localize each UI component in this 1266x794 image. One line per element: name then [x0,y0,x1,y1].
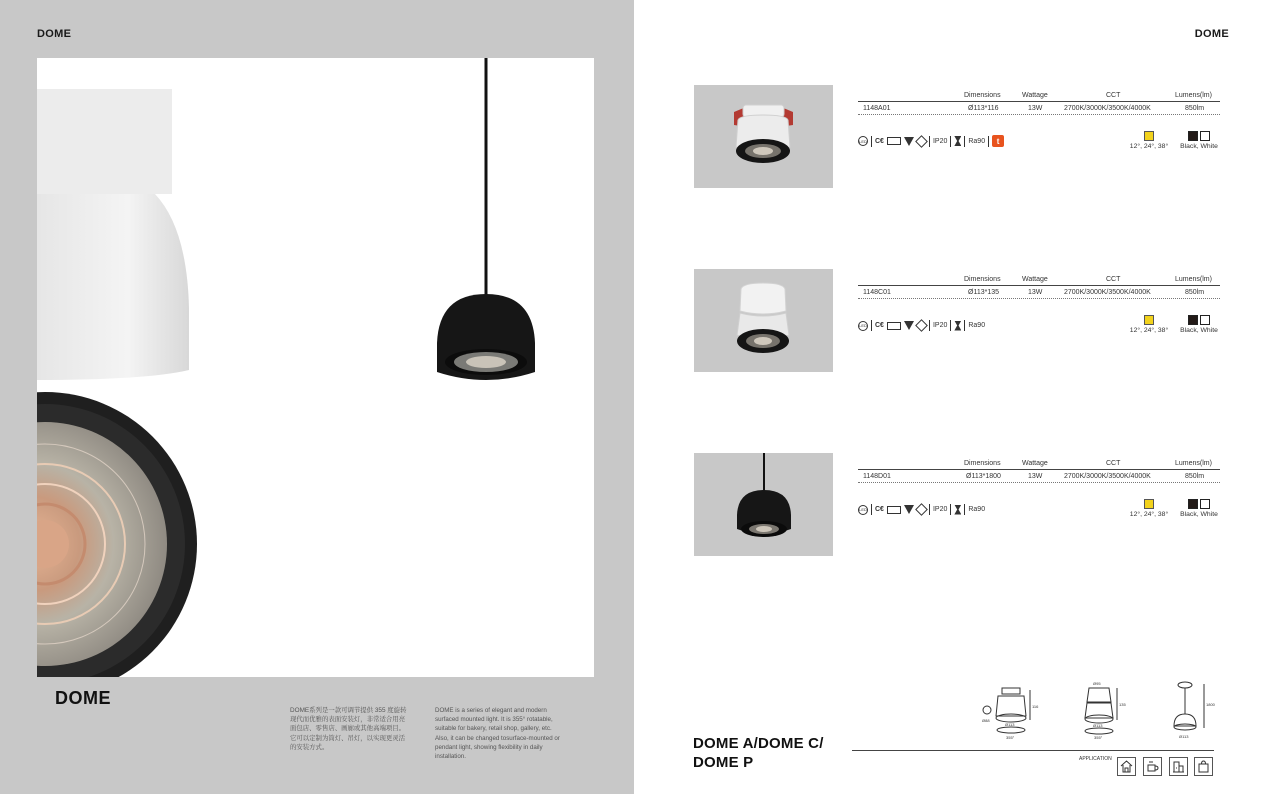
beam-option-1148A01 [1129,131,1169,150]
application-label: APPLICATION [1079,756,1112,762]
color-names: Black, White [1180,143,1218,150]
series-title [693,734,824,772]
spec-data-row [858,286,1220,299]
color-option-1148D01 [1178,499,1220,518]
header-dimensions: Dimensions [964,92,1001,99]
class-ii-icon [887,322,901,330]
class-ii-icon [887,137,901,145]
spec-header-row [858,89,1220,102]
dimmable-icon [915,319,928,332]
divider [929,136,930,147]
intro-description-cn [290,706,430,752]
dimmable-icon [915,135,928,148]
ra-rating: Ra90 [968,322,986,329]
product-cct: 2700K/3000K/3500K/4000K [1064,289,1151,296]
white-swatch [1200,131,1210,141]
color-option-1148A01 [1178,131,1220,150]
cafe-icon [1143,757,1162,776]
ip-rating: IP20 [932,506,948,513]
footer-divider [852,750,1214,751]
black-swatch [1188,315,1198,325]
desc-cn-line: 的安装方式。 [290,743,329,751]
divider [929,504,930,515]
dome-p-drawing [1174,682,1204,730]
ra-rating: Ra90 [968,506,986,513]
spec-table-1148D01 [858,457,1220,483]
divider [871,504,872,515]
hazard-triangle-icon [904,505,914,514]
product-dimensions: Ø113*1800 [966,473,1001,480]
black-swatch [1188,131,1198,141]
spec-table-1148A01 [858,89,1220,115]
product-cct: 2700K/3000K/3500K/4000K [1064,105,1151,112]
class-ii-icon [887,506,901,514]
drawing-label: Ø113 [1005,722,1015,727]
header-dimensions: Dimensions [964,460,1001,467]
divider [964,504,965,515]
led-icon: LED [858,136,868,146]
desc-en-line: installation. [435,753,466,761]
color-names: Black, White [1180,511,1218,518]
bakery-icon [1169,757,1188,776]
spec-header-row [858,273,1220,286]
product-thumbnail-1148D01 [694,453,833,556]
series-title-line: DOME A/DOME C/ [693,735,824,752]
left-header: DOME [37,28,72,40]
divider [950,320,951,331]
drawing-label: 116 [1032,704,1039,709]
led-icon: LED [858,321,868,331]
divider [950,136,951,147]
spec-table-1148C01 [858,273,1220,299]
ra-rating: Ra90 [968,137,986,145]
drawing-label: 135 [1119,702,1126,707]
product-lumens: 850lm [1185,473,1205,480]
drawing-label: 355° [1094,735,1103,740]
drawing-label: Ø113 [1093,723,1103,728]
dome-a-image [694,85,833,188]
drawing-label: 355° [1006,735,1015,740]
ce-icon: C€ [875,506,884,513]
product-thumbnail-1148A01 [694,85,833,188]
cert-icons-1148C01 [858,320,985,331]
spec-data-row [858,470,1220,483]
header-wattage: Wattage [1022,276,1048,283]
product-dimensions: Ø113*116 [968,105,999,112]
product-wattage: 13W [1028,473,1043,480]
product-code: 1148D01 [863,473,891,480]
product-thumbnail-1148C01 [694,269,833,372]
product-wattage: 13W [1028,105,1043,112]
white-swatch [1200,315,1210,325]
beam-angle-icon [1144,315,1154,325]
dome-p-image [694,453,833,556]
drawing-label: Ø95 [1093,681,1101,686]
divider [950,504,951,515]
shop-bag-icon [1194,757,1213,776]
header-dimensions: Dimensions [964,276,1001,283]
desc-en-line: surfaced mounted light. It is 355° rotatable, [435,716,553,724]
product-dimensions: Ø113*135 [968,289,1000,296]
desc-cn-line: 它可以定制为筒灯、吊灯，以实现更灵活 [290,734,406,742]
beam-angles: 12°, 24°, 38° [1129,511,1169,518]
product-cct: 2700K/3000K/3500K/4000K [1064,473,1151,480]
white-swatch [1200,499,1210,509]
beam-angle-icon [1144,499,1154,509]
right-header: DOME [1194,28,1229,40]
hazard-triangle-icon [904,321,914,330]
color-option-1148C01 [1178,315,1220,334]
desc-cn-line: 面包店、零售店、画廊或其他高端项目。 [290,725,406,733]
hazard-triangle-icon [904,137,914,146]
hero-image [37,58,594,677]
drawing-label: 1800 [1206,702,1215,707]
product-wattage: 13W [1028,289,1043,296]
product-lumens: 850lm [1185,105,1205,112]
beam-option-1148D01 [1129,499,1169,518]
spec-header-row [858,457,1220,470]
series-title-line: DOME P [693,754,754,771]
header-wattage: Wattage [1022,92,1048,99]
divider [964,320,965,331]
right-page [634,0,1266,794]
beam-angle-icon [1144,131,1154,141]
color-names: Black, White [1180,327,1218,334]
divider [871,320,872,331]
lifespan-hourglass-icon [954,321,961,331]
ce-icon: C€ [875,322,884,329]
header-cct: CCT [1106,92,1121,99]
intro-description-en [435,706,585,761]
black-swatch [1188,499,1198,509]
desc-en-line: DOME is a series of elegant and modern [435,707,547,714]
header-lumens: Lumens(lm) [1175,276,1212,283]
lifespan-hourglass-icon [954,136,961,146]
product-lumens: 850lm [1185,289,1205,296]
divider [988,136,989,147]
beam-angles: 12°, 24°, 38° [1129,327,1169,334]
cert-icons-1148A01 [858,135,1004,147]
lifespan-hourglass-icon [954,505,961,515]
ip-rating: IP20 [932,137,948,145]
desc-en-line: suitable for bakery, retail shop, gallery, etc. [435,725,552,733]
hero-lamp-illustration [37,58,594,677]
product-code: 1148C01 [863,289,891,296]
divider [929,320,930,331]
cert-icons-1148D01 [858,504,985,515]
header-cct: CCT [1106,460,1121,467]
dome-c-image [694,269,833,372]
beam-option-1148C01 [1129,315,1169,334]
desc-cn-line: 现代而优雅的表面安装灯，非常适合用亮 [290,716,406,724]
home-icon [1117,757,1136,776]
drawing-label: Ø88 [982,718,990,723]
led-icon: LED [858,505,868,515]
ce-icon: C€ [875,137,884,145]
header-wattage: Wattage [1022,460,1048,467]
tuya-smart-icon: t [992,135,1004,147]
intro-title: DOME [55,688,111,708]
desc-en-line: pendant light, showing flexibility in daily [435,743,543,751]
product-code: 1148A01 [863,105,891,112]
ip-rating: IP20 [932,322,948,329]
desc-en-line: Also, it can be changed tosurface-mounted or [435,734,560,742]
dimmable-icon [915,503,928,516]
divider [964,136,965,147]
drawing-label: Ø113 [1179,734,1189,739]
desc-cn-line: DOME系列是一款可调节提供 355 度旋转 [290,707,407,714]
divider [871,136,872,147]
header-lumens: Lumens(lm) [1175,92,1212,99]
technical-drawings [974,676,1224,744]
header-cct: CCT [1106,276,1121,283]
header-lumens: Lumens(lm) [1175,460,1212,467]
spec-data-row [858,102,1220,115]
beam-angles: 12°, 24°, 38° [1129,143,1169,150]
